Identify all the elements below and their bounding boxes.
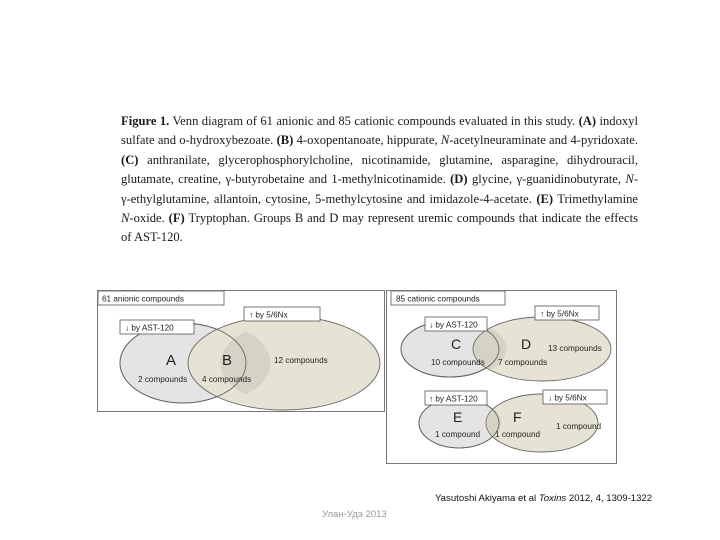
nx-label-right-top: ↑ by 5/6Nx (540, 309, 579, 319)
figure-caption (121, 112, 638, 248)
label-f: (F) (168, 211, 185, 226)
text-b: 4-oxopentanoate, hippurate, (296, 133, 438, 148)
citation-journal: Toxins (538, 493, 567, 504)
set-f-label: F (513, 409, 522, 425)
caption-intro: Venn diagram of 61 anionic and 85 cationic compounds evaluated in this study. (172, 114, 576, 128)
nx-label-right-bottom: ↓ by 5/6Nx (548, 393, 587, 403)
text-b-italic: N (440, 133, 450, 148)
cationic-venn-panel (386, 290, 617, 464)
anionic-venn-panel (97, 290, 385, 412)
text-d: glycine, γ-guanidinobutyrate, (471, 172, 622, 187)
anionic-venn-diagram (98, 291, 384, 411)
nx-label-left: ↑ by 5/6Nx (249, 310, 288, 320)
ast-label-left: ↓ by AST-120 (125, 323, 174, 333)
set-e-label: E (453, 409, 463, 425)
set-d-count: 7 compounds (498, 358, 548, 367)
ast-label-right-top: ↓ by AST-120 (429, 320, 478, 330)
citation-details: 2012, 4, 1309-1322 (568, 493, 653, 504)
text-d-italic: N (625, 172, 634, 187)
ef-nx-only-count: 1 compound (556, 422, 602, 431)
text-e-italic: N (121, 211, 130, 226)
set-d-label: D (521, 336, 532, 352)
set-e-count: 1 compound (435, 430, 481, 439)
set-f-count: 1 compound (495, 430, 541, 439)
ast-label-right-bottom: ↑ by AST-120 (429, 394, 478, 404)
text-d2: -γ-ethylglutamine, allantoin, cytosine, 5-methylcytosine and imidazole-4-acetate. (121, 172, 639, 206)
label-d: (D) (450, 172, 468, 187)
footer-text: Улан-Удэ 2013 (322, 509, 387, 520)
citation (435, 493, 652, 504)
label-c: (C) (121, 152, 139, 167)
set-b-label: B (222, 352, 233, 369)
anionic-title: 61 anionic compounds (102, 294, 184, 304)
figure-label: Figure 1. (121, 114, 170, 128)
cd-nx-only-count: 13 compounds (548, 344, 602, 353)
label-b: (B) (276, 133, 294, 148)
text-b2: -acetylneuraminate and 4-pyridoxate. (449, 133, 638, 148)
set-a-count: 2 compounds (138, 375, 188, 384)
set-b-count: 4 compounds (202, 375, 252, 384)
citation-authors: Yasutoshi Akiyama et al (435, 493, 537, 504)
cationic-title: 85 cationic compounds (396, 294, 480, 304)
label-e: (E) (536, 191, 554, 206)
text-e: Trimethylamine (557, 191, 638, 206)
set-c-count: 10 compounds (431, 358, 485, 367)
text-e2: -oxide. (129, 211, 165, 226)
text-a: indoxyl sulfate and o-hydroxybezoate. (121, 114, 638, 148)
set-a-label: A (166, 352, 177, 369)
text-f: Tryptophan. Groups B and D may represent uremic compounds that indicate the effects of AST-120. (121, 211, 639, 245)
cationic-venn-diagram (387, 291, 616, 463)
label-a: (A) (578, 114, 597, 128)
text-c: anthranilate, glycerophosphorylcholine, nicotinamide, glutamine, asparagine, dihydrouracil, glutamate, creatine, γ-butyrobetaine and 1-methylnicotinamide. (121, 152, 639, 187)
nx-only-count: 12 compounds (274, 356, 328, 365)
set-c-label: C (451, 336, 462, 352)
